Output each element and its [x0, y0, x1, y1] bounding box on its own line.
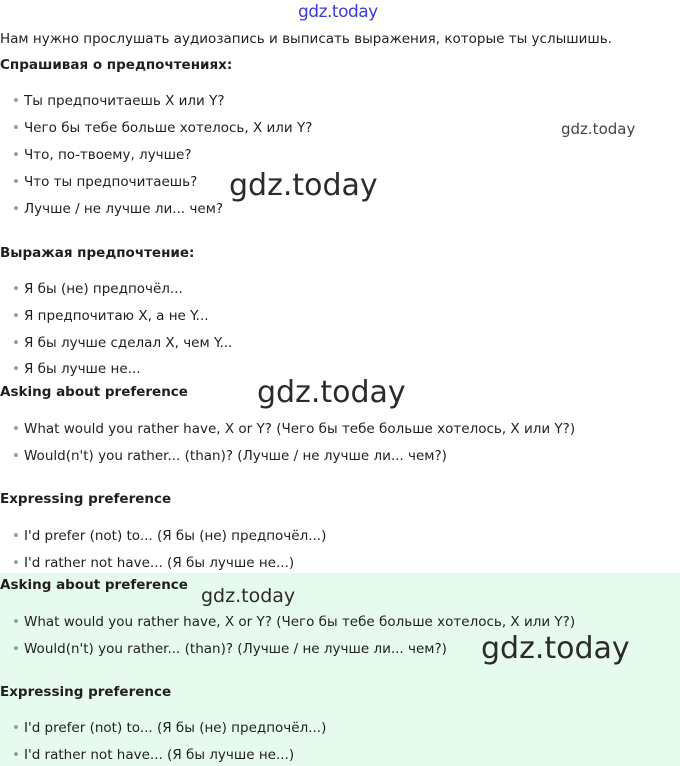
bullet-icon: • — [12, 93, 20, 109]
watermark: gdz.today — [561, 120, 636, 138]
bullet-icon: • — [12, 308, 20, 324]
section-heading: Спрашивая о предпочтениях: — [0, 57, 233, 73]
bullet-icon: • — [12, 120, 20, 136]
watermark-top: gdz.today — [298, 2, 378, 22]
section-heading: Asking about preference — [0, 577, 188, 593]
list-item: • Я предпочитаю X, а не Y... — [12, 308, 209, 324]
list-item: • I'd prefer (not) to... (Я бы (не) предпочёл...) — [12, 528, 327, 544]
bullet-icon: • — [12, 747, 20, 763]
watermark: gdz.today — [481, 631, 630, 666]
bullet-icon: • — [12, 174, 20, 190]
list-item: • Я бы лучше не... — [12, 361, 141, 377]
bullet-icon: • — [12, 614, 20, 630]
list-item: • I'd rather not have... (Я бы лучше не...) — [12, 747, 295, 763]
watermark: gdz.today — [201, 585, 296, 607]
bullet-icon: • — [12, 421, 20, 437]
section-heading: Asking about preference — [0, 384, 188, 400]
bullet-icon: • — [12, 528, 20, 544]
list-item: • Ты предпочитаешь X или Y? — [12, 93, 225, 109]
list-item: • What would you rather have, X or Y? (Чего бы тебе больше хотелось, X или Y?) — [12, 614, 576, 630]
list-item: • Чего бы тебе больше хотелось, X или Y? — [12, 120, 313, 136]
bullet-icon: • — [12, 641, 20, 657]
bullet-icon: • — [12, 555, 20, 571]
bullet-icon: • — [12, 201, 20, 217]
intro-text: Нам нужно прослушать аудиозапись и выписать выражения, которые ты услышишь. — [0, 31, 612, 47]
bullet-icon: • — [12, 335, 20, 351]
bullet-icon: • — [12, 361, 20, 377]
list-item: • I'd prefer (not) to... (Я бы (не) предпочёл...) — [12, 720, 327, 736]
list-item: • Лучше / не лучше ли... чем? — [12, 201, 224, 217]
watermark: gdz.today — [257, 375, 406, 410]
section-heading: Выражая предпочтение: — [0, 245, 195, 261]
list-item: • Что ты предпочитаешь? — [12, 174, 198, 190]
bullet-icon: • — [12, 448, 20, 464]
bullet-icon: • — [12, 147, 20, 163]
list-item: • Would(n't) you rather... (than)? (Лучше / не лучше ли... чем?) — [12, 641, 447, 657]
list-item: • What would you rather have, X or Y? (Чего бы тебе больше хотелось, X или Y?) — [12, 421, 576, 437]
list-item: • Я бы (не) предпочёл... — [12, 281, 183, 297]
bullet-icon: • — [12, 281, 20, 297]
section-heading: Expressing preference — [0, 491, 172, 507]
list-item: • Что, по-твоему, лучше? — [12, 147, 192, 163]
bullet-icon: • — [12, 720, 20, 736]
list-item: • Would(n't) you rather... (than)? (Лучше / не лучше ли... чем?) — [12, 448, 447, 464]
section-heading: Expressing preference — [0, 684, 172, 700]
list-item: • I'd rather not have... (Я бы лучше не...) — [12, 555, 295, 571]
highlighted-block — [0, 573, 680, 766]
list-item: • Я бы лучше сделал X, чем Y... — [12, 335, 233, 351]
watermark: gdz.today — [229, 168, 378, 203]
